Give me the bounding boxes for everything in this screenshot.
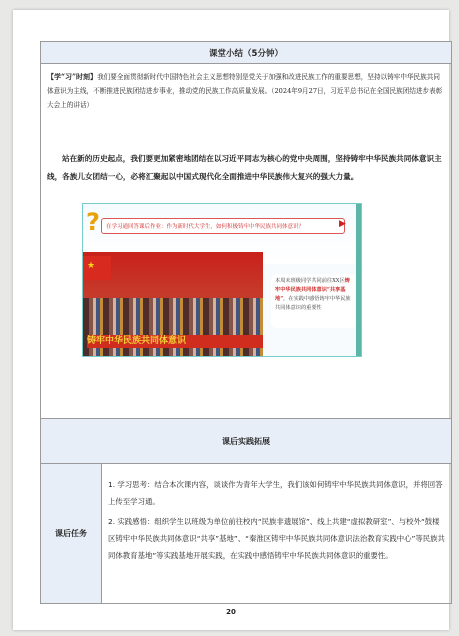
flag-icon: ★ xyxy=(83,256,111,280)
task-body xyxy=(102,464,451,603)
page-number: 20 xyxy=(226,608,236,616)
slide-edge-bar xyxy=(356,204,361,356)
group-photo xyxy=(83,252,263,356)
caption-post: ，在实践中感悟铸牢中华民族共同体意识的重要性 xyxy=(275,296,351,311)
homework-prompt: 在学习通回答课后作业：作为新时代大学生，如何积极铸牢中华民族共同体意识？ xyxy=(101,218,345,234)
caption-pre: 本周末班级同学共同前往XX区 xyxy=(275,278,345,284)
chevron-right-icon: ▶ xyxy=(339,219,346,229)
photo-caption xyxy=(271,274,357,328)
xi-quote xyxy=(47,70,445,112)
slide-image xyxy=(82,203,362,357)
section-title-summary: 课堂小结（5分钟） xyxy=(41,42,451,64)
quote-tag: 【学“习”时刻】 xyxy=(47,72,98,81)
task-item-2: 2. 实践感悟：组织学生以班级为单位前往校内“民族非遗展馆”、线上共建“虚拟教研室”、与校外“鼓楼区铸牢中华民族共同体意识“共享”基地”、“秦淮区铸牢中华民族共同体意识法治教育实践中心”等民族共同体教育基地”等实践基地开展实践，在实践中感悟铸牢中华民族共同体意识的重要性。 xyxy=(108,517,445,560)
task-label: 课后任务 xyxy=(41,464,102,603)
task-item-1: 1. 学习思考：结合本次课内容，谈谈作为青年大学生，我们该如何铸牢中华民族共同体意识，并将回答上传至学习通。 xyxy=(108,480,443,506)
quote-text: 我们要全面贯彻新时代中国特色社会主义思想特别是党关于加强和改进民族工作的重要思想，坚持以铸牢中华民族共同体意识为主线，不断推进民族团结进步事业，推动党的民族工作高质量发展。（2024年9月27日，习近平总书记在全国民族团结进步表彰大会上的讲话） xyxy=(47,73,443,109)
caption-highlight: 铸牢中华民族共同体意识“共享基地” xyxy=(275,278,350,302)
section-title-practice: 课后实践拓展 xyxy=(41,419,451,464)
photo-banner: 铸牢中华民族共同体意识 xyxy=(87,335,263,348)
summary-paragraph: 站在新的历史起点，我们要更加紧密地团结在以习近平同志为核心的党中央周围，坚持铸牢中华民族共同体意识主线，各族儿女团结一心，必将汇聚起以中国式现代化全面推进中华民族伟大复兴的强大力量。 xyxy=(47,154,442,181)
question-mark-icon: ? xyxy=(86,208,100,236)
task-row xyxy=(41,464,451,603)
